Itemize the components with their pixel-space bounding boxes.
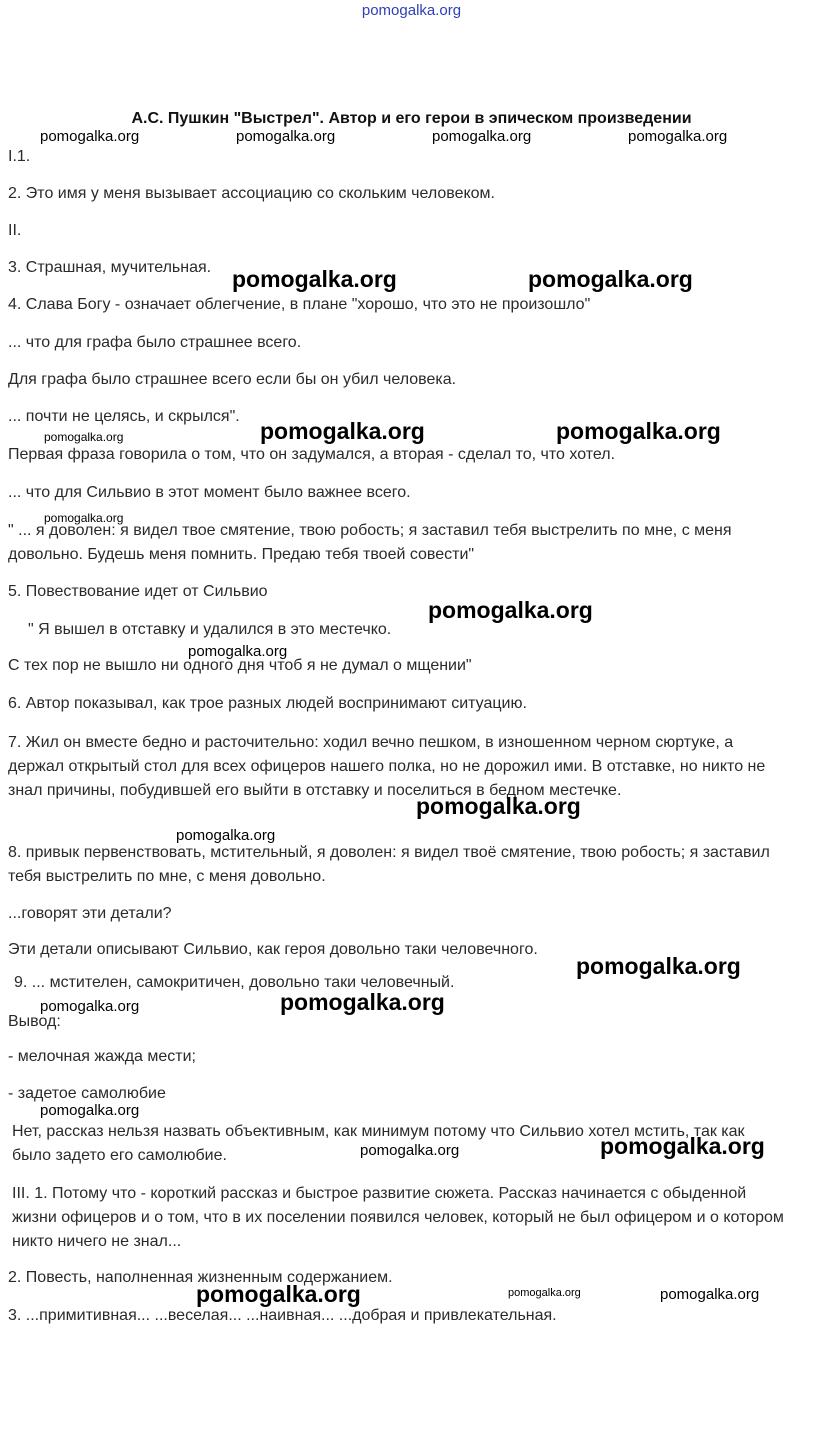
- text-line: 9. ... мстителен, самокритичен, довольно таки человечный.: [14, 974, 455, 991]
- watermark: pomogalka.org: [40, 1102, 140, 1119]
- text-line: 3. ...примитивная... ...веселая... ...наивная... ...добрая и привлекательная.: [8, 1307, 557, 1324]
- text-line: " Я вышел в отставку и удалился в это местечко.: [28, 621, 392, 638]
- text-line: ... что для Сильвио в этот момент было важнее всего.: [8, 484, 411, 501]
- header-watermark[interactable]: pomogalka.org: [361, 2, 462, 19]
- text-line: ... почти не целясь, и скрылся".: [8, 408, 240, 425]
- text-line: 2. Это имя у меня вызывает ассоциацию со скольким человеком.: [8, 185, 495, 202]
- text-line: 6. Автор показывал, как трое разных людей воспринимают ситуацию.: [8, 695, 527, 712]
- text-line: II.: [8, 222, 22, 239]
- watermark: pomogalka.org: [600, 1133, 765, 1159]
- watermark: pomogalka.org: [40, 128, 140, 145]
- text-line: ... что для графа было страшнее всего.: [8, 334, 302, 351]
- document-title: А.С. Пушкин "Выстрел". Автор и его герои в эпическом произведении: [131, 110, 692, 127]
- text-line: 5. Повествование идет от Сильвио: [8, 583, 268, 600]
- text-line: 3. Страшная, мучительная.: [8, 259, 212, 276]
- text-paragraph: III. 1. Потому что - короткий рассказ и быстрое развитие сюжета. Рассказ начинается с обыденной жизни офицеров и о том, что в их поселении появился человек, который не был офицером и о котором никто ничего не знал...: [12, 1185, 784, 1250]
- watermark: pomogalka.org: [196, 1281, 361, 1307]
- text-line: ...говорят эти детали?: [8, 905, 172, 922]
- watermark: pomogalka.org: [236, 128, 336, 145]
- text-paragraph: 7. Жил он вместе бедно и расточительно: ходил вечно пешком, в изношенном черном сюртуке, а держал открытый стол для всех офицеров нашего полка, но не дорожил ими. В отставке, но никто не знал причины, побудившей его выйти в отставку и поселиться в бедном местечке.: [8, 734, 766, 799]
- watermark: pomogalka.org: [556, 418, 721, 444]
- text-line: - мелочная жажда мести;: [8, 1048, 196, 1065]
- watermark: pomogalka.org: [528, 266, 693, 292]
- text-line: 4. Слава Богу - означает облегчение, в плане "хорошо, что это не произошло": [8, 296, 591, 313]
- watermark: pomogalka.org: [508, 1287, 581, 1299]
- watermark: pomogalka.org: [428, 597, 593, 623]
- text-line: I.1.: [8, 148, 31, 165]
- text-line: Для графа было страшнее всего если бы он убил человека.: [8, 371, 457, 388]
- watermark: pomogalka.org: [176, 827, 276, 844]
- watermark: pomogalka.org: [432, 128, 532, 145]
- watermark: pomogalka.org: [660, 1286, 760, 1303]
- watermark: pomogalka.org: [44, 430, 124, 444]
- text-paragraph: " ... я доволен: я видел твое смятение, твою робость; я заставил тебя выстрелить по мне, с меня довольно. Будешь меня помнить. Предаю тебя твоей совести": [8, 522, 732, 563]
- watermark: pomogalka.org: [628, 128, 728, 145]
- watermark: pomogalka.org: [232, 266, 397, 292]
- watermark: pomogalka.org: [416, 793, 581, 819]
- watermark: pomogalka.org: [360, 1142, 460, 1159]
- text-paragraph: 8. привык первенствовать, мстительный, я доволен: я видел твоё смятение, твою робость; я заставил тебя выстрелить по мне, с меня довольно.: [8, 844, 770, 885]
- watermark: pomogalka.org: [40, 998, 140, 1015]
- watermark: pomogalka.org: [280, 989, 445, 1015]
- text-line: С тех пор не вышло ни одного дня чтоб я не думал о мщении": [8, 657, 472, 674]
- watermark: pomogalka.org: [44, 511, 124, 525]
- text-line: - задетое самолюбие: [8, 1085, 166, 1102]
- text-line: Вывод:: [8, 1013, 61, 1030]
- watermark: pomogalka.org: [260, 418, 425, 444]
- text-line: 2. Повесть, наполненная жизненным содержанием.: [8, 1269, 393, 1286]
- watermark: pomogalka.org: [188, 643, 288, 660]
- text-paragraph: Нет, рассказ нельзя назвать объективным, как минимум потому что Сильвио хотел мстить, так как было задето его самолюбие.: [12, 1123, 745, 1164]
- text-line: Первая фраза говорила о том, что он задумался, а вторая - сделал то, что хотел.: [8, 446, 616, 463]
- text-line: Эти детали описывают Сильвио, как героя довольно таки человечного.: [8, 941, 538, 958]
- watermark: pomogalka.org: [576, 953, 741, 979]
